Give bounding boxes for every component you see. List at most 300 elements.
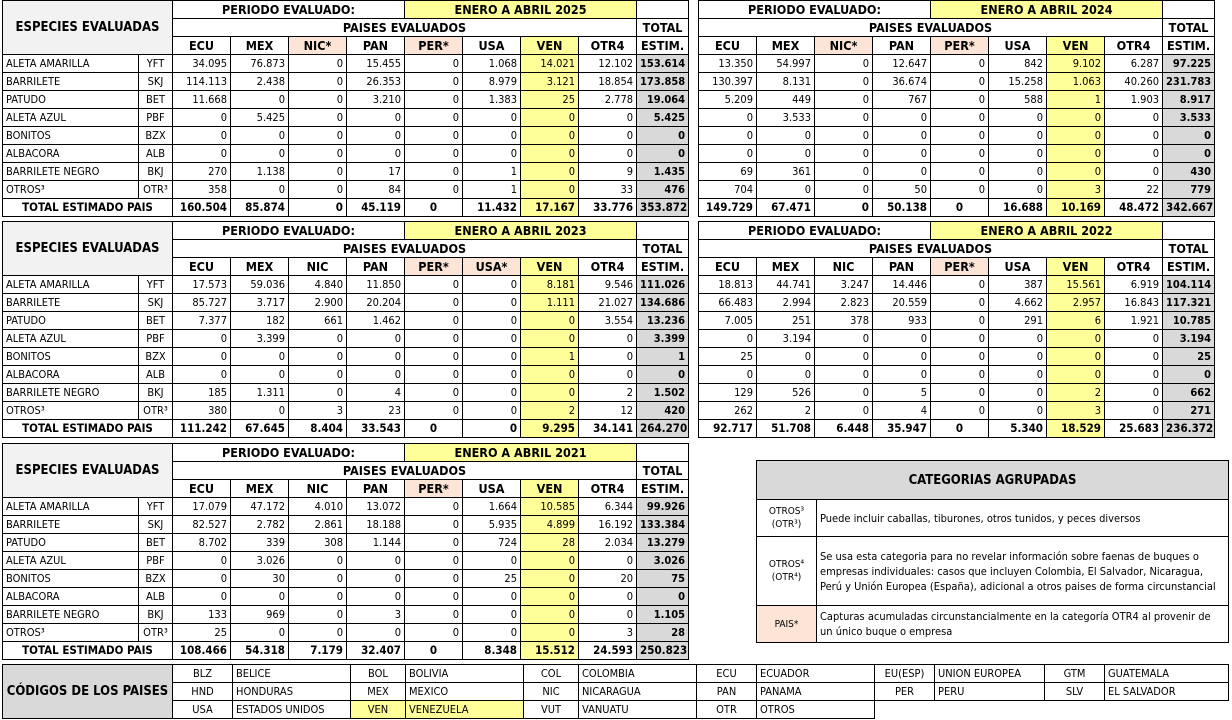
country-total: 17.167 [521,199,579,217]
table-row [699,163,1215,181]
catch-value: 0 [405,330,463,348]
country-total: 0 [405,420,463,438]
period-block-3 [698,221,1215,438]
period-label: PERIODO EVALUADO: [699,1,931,19]
catch-value: 11.668 [173,91,231,109]
country-col-0: ECU [173,480,231,498]
row-total: 28 [637,624,689,642]
country-name: BELICE [233,665,351,683]
catch-value: 20.204 [347,294,405,312]
catch-value: 0 [347,552,405,570]
catch-value: 0 [1047,348,1105,366]
table-row [3,348,689,366]
catch-value: 47.172 [231,498,289,516]
catch-value: 0 [173,127,231,145]
catch-value: 0 [815,73,873,91]
catch-value: 15.455 [347,55,405,73]
catch-value: 0 [815,127,873,145]
country-name: ESTADOS UNIDOS [233,701,351,719]
table-row [3,91,689,109]
catch-value: 2.900 [289,294,347,312]
catch-value: 969 [231,606,289,624]
country-col-5: USA [989,258,1047,276]
catch-value: 1.068 [463,55,521,73]
catch-value: 0 [815,163,873,181]
catch-value: 0 [873,163,931,181]
catch-value: 0 [931,181,989,199]
country-col-7: OTR4 [1105,258,1163,276]
country-col-5: USA [463,480,521,498]
catch-value: 129 [699,384,757,402]
species-header: ESPECIES EVALUADAS [3,444,173,498]
catch-value: 0 [521,384,579,402]
table-row [699,330,1215,348]
catch-value: 0 [699,330,757,348]
catch-value: 0 [231,348,289,366]
species-code: BKJ [139,384,173,402]
catch-value: 378 [815,312,873,330]
catch-value: 0 [521,330,579,348]
catch-value: 5.425 [231,109,289,127]
catch-value: 2 [579,384,637,402]
table-row [3,127,689,145]
row-total: 10.785 [1163,312,1215,330]
species-code: SKJ [139,73,173,91]
country-col-0: ECU [699,37,757,55]
species-name: OTROS³ [3,624,139,642]
country-code: COL [524,665,579,683]
catch-value: 3 [1047,402,1105,420]
period-block-0 [2,0,689,217]
catch-value: 0 [173,109,231,127]
country-col-4: PER* [931,258,989,276]
country-name: ECUADOR [757,665,875,683]
catch-value: 0 [405,606,463,624]
catch-value: 0 [1105,402,1163,420]
catch-value: 0 [815,91,873,109]
catch-value: 0 [815,402,873,420]
catch-value: 0 [873,348,931,366]
catch-value: 0 [405,552,463,570]
country-total: 15.512 [521,642,579,660]
country-col-0: ECU [173,258,231,276]
country-code: BOL [351,665,406,683]
species-code: BKJ [139,163,173,181]
catch-value: 0 [1105,366,1163,384]
species-name: ALETA AMARILLA [3,55,139,73]
country-total: 7.179 [289,642,347,660]
country-total: 149.729 [699,199,757,217]
catch-value: 0 [463,624,521,642]
catch-value: 661 [289,312,347,330]
period-value: ENERO A ABRIL 2022 [931,222,1163,240]
catch-value: 0 [521,163,579,181]
table-row [3,55,689,73]
total-header: TOTAL [637,19,689,37]
catch-value: 59.036 [231,276,289,294]
catch-value: 0 [579,145,637,163]
catch-value: 25 [521,91,579,109]
country-total: 34.141 [579,420,637,438]
row-total: 8.917 [1163,91,1215,109]
catch-value: 0 [931,145,989,163]
catch-value: 10.585 [521,498,579,516]
catch-value: 0 [405,624,463,642]
catch-value: 7.377 [173,312,231,330]
species-name: BARRILETE NEGRO [3,606,139,624]
catch-value: 0 [931,163,989,181]
table-row [699,91,1215,109]
estim-header: ESTIM. [637,480,689,498]
catch-value: 13.350 [699,55,757,73]
catch-value: 0 [289,552,347,570]
species-code: YFT [139,276,173,294]
country-col-1: MEX [231,258,289,276]
catch-value: 0 [347,145,405,163]
species-code: OTR³ [139,181,173,199]
species-name: BONITOS [3,348,139,366]
catch-value: 0 [405,516,463,534]
catch-value: 3 [579,624,637,642]
catch-value: 0 [463,384,521,402]
total-header: TOTAL [1163,240,1215,258]
total-header: TOTAL [1163,19,1215,37]
catch-value: 0 [405,73,463,91]
catch-value: 0 [931,91,989,109]
table-row [699,366,1215,384]
catch-value: 0 [989,384,1047,402]
table-row [699,384,1215,402]
catch-value: 308 [289,534,347,552]
catch-value: 12.102 [579,55,637,73]
catch-value: 0 [289,624,347,642]
country-col-4: PER* [405,480,463,498]
catch-value: 0 [289,570,347,588]
catch-value: 0 [347,588,405,606]
catch-value: 85.727 [173,294,231,312]
country-code: GTM [1045,665,1105,683]
catch-value: 361 [757,163,815,181]
row-total: 1.105 [637,606,689,624]
catch-value: 0 [463,145,521,163]
catch-value: 0 [347,348,405,366]
catch-value: 0 [815,181,873,199]
catch-value: 0 [347,624,405,642]
catch-value: 16.843 [1105,294,1163,312]
country-code: BLZ [173,665,233,683]
period-value: ENERO A ABRIL 2021 [405,444,637,462]
country-name: NICARAGUA [579,683,697,701]
catch-value: 588 [989,91,1047,109]
catch-value: 18.854 [579,73,637,91]
catch-value: 8.979 [463,73,521,91]
catch-value: 30 [231,570,289,588]
country-total: 45.119 [347,199,405,217]
catch-value: 26.353 [347,73,405,91]
country-col-2: NIC* [815,37,873,55]
country-col-2: NIC* [289,37,347,55]
catch-value: 0 [463,294,521,312]
catch-value: 0 [1047,145,1105,163]
country-col-3: PAN [347,37,405,55]
catch-value: 291 [989,312,1047,330]
catch-value: 2.438 [231,73,289,91]
catch-value: 0 [989,109,1047,127]
row-total: 134.686 [637,294,689,312]
catch-value: 0 [405,384,463,402]
country-code: MEX [351,683,406,701]
period-block-2 [2,221,689,438]
catch-value: 0 [173,366,231,384]
country-name: GUATEMALA [1105,665,1229,683]
country-total: 32.407 [347,642,405,660]
catch-value: 0 [231,181,289,199]
country-col-3: PAN [873,37,931,55]
catch-value: 3 [289,402,347,420]
species-code: BET [139,91,173,109]
catch-value: 3.717 [231,294,289,312]
catch-value: 2 [521,402,579,420]
table-row [699,55,1215,73]
row-total: 5.425 [637,109,689,127]
species-code: OTR³ [139,624,173,642]
catch-value: 0 [405,294,463,312]
catch-value: 0 [289,384,347,402]
catch-value: 0 [347,127,405,145]
estim-header: ESTIM. [637,37,689,55]
row-total: 13.279 [637,534,689,552]
row-total: 111.026 [637,276,689,294]
catch-value: 7.005 [699,312,757,330]
species-name: ALETA AMARILLA [3,276,139,294]
category-desc-pais: Capturas acumuladas circunstancialmente en la categoría OTR4 al provenir de un único buque o empresa [817,606,1229,643]
catch-value: 2.782 [231,516,289,534]
country-total: 10.169 [1047,199,1105,217]
catch-value: 0 [231,91,289,109]
period-block-4 [2,443,689,660]
catch-value: 0 [289,73,347,91]
country-col-6: VEN [521,480,579,498]
blank-cell [637,444,689,462]
grand-total: 250.823 [637,642,689,660]
grand-total: 236.372 [1163,420,1215,438]
species-code: BZX [139,127,173,145]
catch-value: 14.021 [521,55,579,73]
catch-value: 0 [289,127,347,145]
country-code: PER [875,683,935,701]
catch-value: 0 [699,366,757,384]
catch-value: 0 [1047,366,1105,384]
catch-value: 0 [931,109,989,127]
catch-value: 0 [289,91,347,109]
catch-value: 2.034 [579,534,637,552]
total-row-label: TOTAL ESTIMADO PAIS [3,642,173,660]
catch-value: 0 [757,127,815,145]
catch-value: 0 [463,109,521,127]
species-name: BARRILETE [3,294,139,312]
catch-value: 84 [347,181,405,199]
catch-value: 17 [347,163,405,181]
catch-value: 0 [873,366,931,384]
catch-value: 44.741 [757,276,815,294]
country-col-2: NIC [815,258,873,276]
period-label: PERIODO EVALUADO: [173,444,405,462]
country-total: 8.404 [289,420,347,438]
catch-value: 2.994 [757,294,815,312]
table-row [699,294,1215,312]
country-name: OTROS [757,701,875,719]
catch-value: 1.138 [231,163,289,181]
species-code: OTR³ [139,402,173,420]
country-total: 0 [931,199,989,217]
countries-header: PAISES EVALUADOS [173,240,637,258]
catch-value: 9.102 [1047,55,1105,73]
catch-value: 0 [931,402,989,420]
country-code: OTR [697,701,757,719]
row-total: 99.926 [637,498,689,516]
country-code: NIC [524,683,579,701]
country-total: 0 [815,199,873,217]
catch-value: 0 [347,570,405,588]
catch-value: 0 [405,91,463,109]
country-code: EU(ESP) [875,665,935,683]
catch-value: 0 [289,55,347,73]
catch-value: 0 [931,366,989,384]
table-row [3,606,689,624]
catch-value: 0 [289,181,347,199]
country-col-5: USA [989,37,1047,55]
country-total: 5.340 [989,420,1047,438]
country-col-0: ECU [173,37,231,55]
species-code: SKJ [139,294,173,312]
estim-header: ESTIM. [1163,37,1215,55]
catch-value: 2.957 [1047,294,1105,312]
table-row [3,330,689,348]
row-total: 117.321 [1163,294,1215,312]
catch-value: 0 [405,588,463,606]
catch-value: 13.072 [347,498,405,516]
catch-value: 0 [1105,330,1163,348]
catch-value: 1.311 [231,384,289,402]
catch-value: 933 [873,312,931,330]
country-total: 0 [463,420,521,438]
table-row [3,276,689,294]
table-row [3,588,689,606]
catch-value: 0 [231,624,289,642]
catch-value: 3.533 [757,109,815,127]
total-header: TOTAL [637,240,689,258]
catch-value: 4 [873,402,931,420]
catch-value: 130.397 [699,73,757,91]
catch-value: 9 [579,163,637,181]
country-col-3: PAN [347,258,405,276]
species-code: BZX [139,570,173,588]
grand-total: 342.667 [1163,199,1215,217]
catch-value: 0 [757,366,815,384]
catch-value: 0 [289,588,347,606]
catch-value: 133 [173,606,231,624]
catch-value: 182 [231,312,289,330]
catch-value: 28 [521,534,579,552]
catch-value: 1 [463,163,521,181]
countries-header: PAISES EVALUADOS [699,240,1163,258]
catch-value: 0 [931,348,989,366]
country-total: 33.776 [579,199,637,217]
species-name: PATUDO [3,534,139,552]
country-total: 9.295 [521,420,579,438]
catch-value: 0 [1047,109,1105,127]
period-value: ENERO A ABRIL 2023 [405,222,637,240]
catch-value: 0 [931,55,989,73]
country-col-4: PER* [931,37,989,55]
catch-value: 40.260 [1105,73,1163,91]
species-name: BARRILETE [3,73,139,91]
catch-value: 0 [405,312,463,330]
catch-value: 2.861 [289,516,347,534]
table-row [699,181,1215,199]
catch-value: 36.674 [873,73,931,91]
catch-value: 0 [289,366,347,384]
catch-value: 0 [989,181,1047,199]
catch-value: 3 [1047,181,1105,199]
species-code: PBF [139,109,173,127]
catch-value: 22 [1105,181,1163,199]
country-col-6: VEN [521,37,579,55]
catch-value: 0 [289,109,347,127]
country-total: 111.242 [173,420,231,438]
row-total: 0 [637,588,689,606]
catch-value: 0 [521,570,579,588]
species-code: SKJ [139,516,173,534]
species-code: BKJ [139,606,173,624]
catch-value: 1.144 [347,534,405,552]
catch-value: 0 [463,276,521,294]
country-total: 18.529 [1047,420,1105,438]
catch-value: 526 [757,384,815,402]
species-name: ALETA AZUL [3,330,139,348]
catch-value: 0 [579,127,637,145]
catch-value: 0 [1105,127,1163,145]
table-row [3,552,689,570]
catch-value: 0 [463,552,521,570]
catch-value: 0 [873,145,931,163]
catch-value: 0 [1105,348,1163,366]
catch-value: 185 [173,384,231,402]
catch-value: 18.813 [699,276,757,294]
catch-value: 0 [699,109,757,127]
catch-value: 0 [521,145,579,163]
catch-value: 0 [1105,163,1163,181]
table-row [3,294,689,312]
catch-value: 0 [815,330,873,348]
country-col-2: NIC [289,258,347,276]
catch-value: 0 [405,570,463,588]
catch-value: 0 [405,348,463,366]
catch-value: 9.546 [579,276,637,294]
country-total: 0 [405,642,463,660]
total-header: TOTAL [637,462,689,480]
species-name: PATUDO [3,312,139,330]
catch-value: 0 [463,402,521,420]
catch-value: 69 [699,163,757,181]
catch-value: 0 [521,588,579,606]
country-total: 24.593 [579,642,637,660]
table-row [699,73,1215,91]
species-code: ALB [139,588,173,606]
table-row [3,624,689,642]
catch-value: 0 [931,330,989,348]
catch-value: 0 [231,366,289,384]
